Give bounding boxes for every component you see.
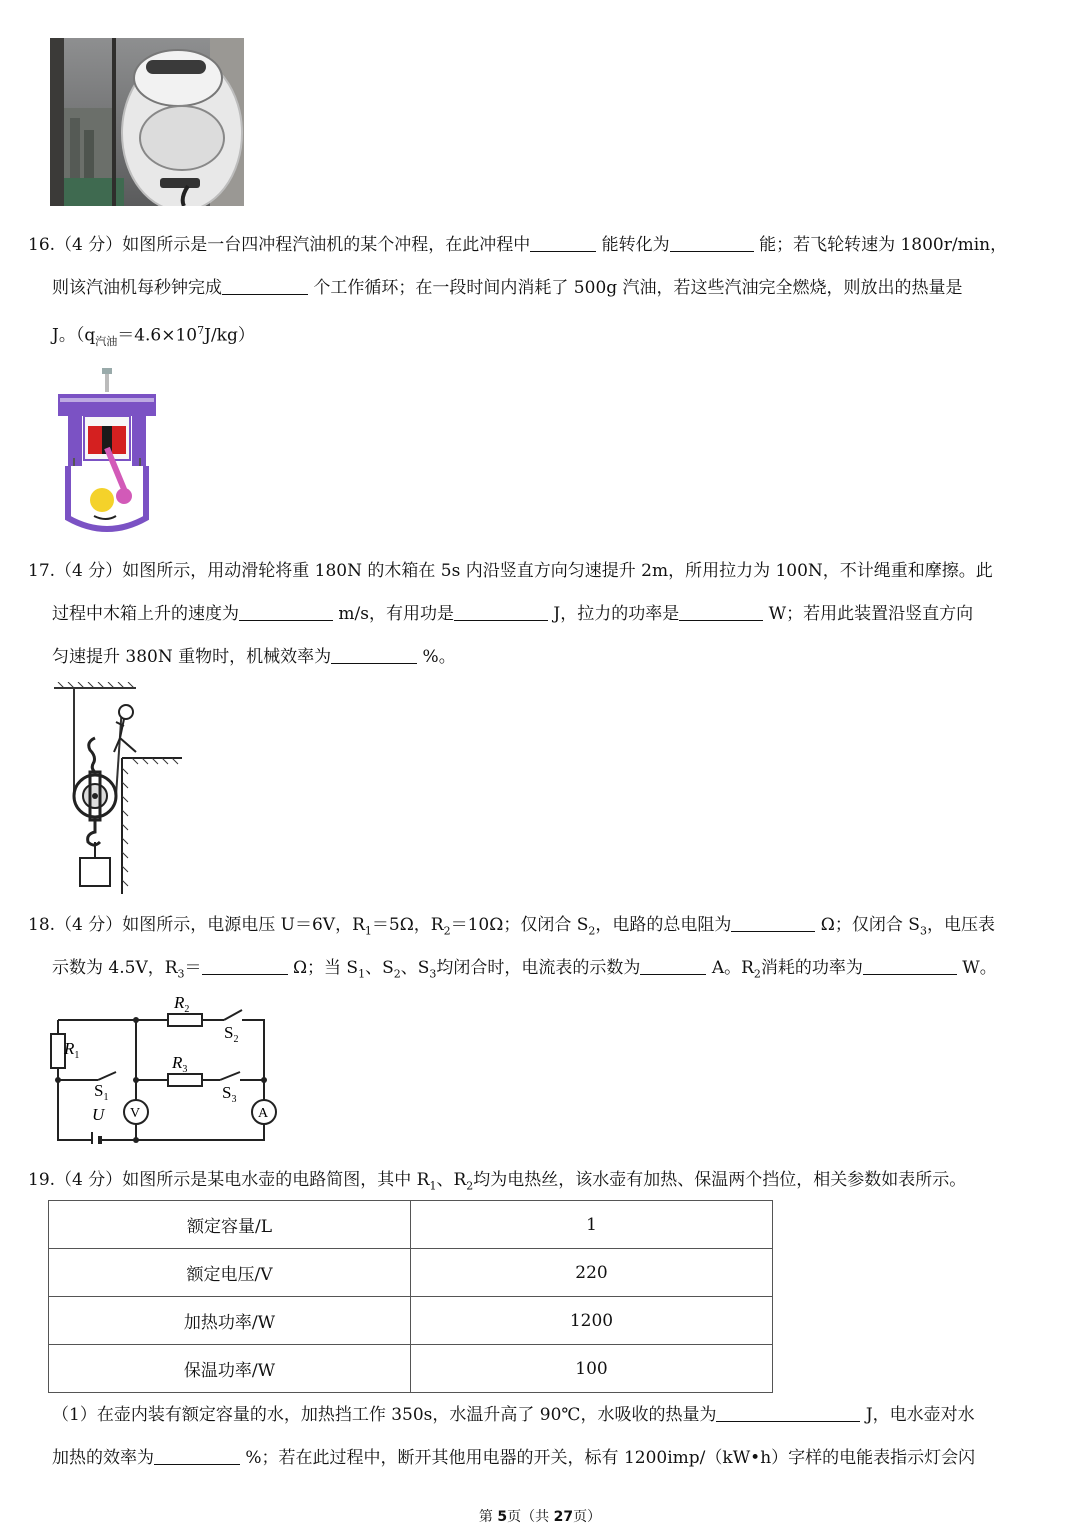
- q18-line-2: 示数为 4.5V，$R_3= \Omega$；当 $S_1$、$S_2$、$S_3$均闭合时，电流表的示数为 A。$R_2$消耗的功率为 W。: [52, 958, 997, 981]
- window-robot-photo: [50, 38, 244, 206]
- q19-part1-line-1: （1）在壶内装有额定容量的水，加热挡工作 350s，水温升高了 90℃，水吸收的热量为 J，电水壶对水: [52, 1405, 975, 1425]
- engine-stroke-diagram: [54, 368, 160, 534]
- q16-blank-3[interactable]: [222, 278, 308, 295]
- q16-blank-1[interactable]: [530, 235, 596, 252]
- q19-intro: 19.（4 分）如图所示是某电水壶的电路简图，其中 $R_1$、$R_2$均为电热丝，该水壶有加热、保温两个挡位，相关参数如表所示。: [28, 1170, 967, 1193]
- q17-blank-2[interactable]: [454, 604, 548, 621]
- table-row: [49, 1249, 773, 1297]
- q18-line-1: 18.（4 分）如图所示，电源电压 U＝6V，$R_1=5\Omega$，$R_2=10\Omega$；仅闭合 $S_2$，电路的总电阻为 Ω；仅闭合 $S_3$，电压表: [28, 915, 995, 938]
- circuit-diagram: [44, 988, 284, 1144]
- q16-line-3: J。$(q_{汽油}=4.6\times 10^7J/kg)$: [52, 324, 255, 349]
- q18-blank-1[interactable]: [731, 915, 815, 932]
- label-r2: $R_2$: [174, 993, 190, 1015]
- label-ammeter: A: [258, 1106, 269, 1121]
- pulley-diagram: [50, 682, 190, 894]
- table-cell-value: 100: [411, 1345, 773, 1393]
- q19-part1-line-2: 加热的效率为 %；若在此过程中，断开其他用电器的开关，标有 1200imp/（kW•h）字样的电能表指示灯会闪: [52, 1448, 976, 1468]
- q17-blank-4[interactable]: [331, 647, 417, 664]
- table-cell-label: 额定容量/L: [49, 1201, 411, 1249]
- q17-line-2: 过程中木箱上升的速度为 m/s，有用功是 J，拉力的功率是 W；若用此装置沿竖直方向: [52, 604, 974, 624]
- label-voltmeter: V: [130, 1106, 141, 1121]
- q19-blank-2[interactable]: [154, 1448, 240, 1465]
- page-number: 5: [497, 1509, 508, 1525]
- table-cell-label: 额定电压/V: [49, 1249, 411, 1297]
- q16-line-1: 16.（4 分）如图所示是一台四冲程汽油机的某个冲程，在此冲程中 能转化为 能；若飞轮转速为 1800r/min，: [28, 235, 1008, 255]
- table-cell-value: 220: [411, 1249, 773, 1297]
- label-s2: $S_2$: [224, 1023, 239, 1045]
- label-r3: $R_3$: [172, 1053, 188, 1075]
- page-footer: 第 5页（共 27页）: [478, 1509, 602, 1525]
- params-table: [48, 1200, 773, 1393]
- label-u: U: [92, 1105, 105, 1124]
- table-row: [49, 1201, 773, 1249]
- table-row: [49, 1345, 773, 1393]
- q17-blank-3[interactable]: [679, 604, 763, 621]
- q17-blank-1[interactable]: [239, 604, 333, 621]
- q16-line-2: 则该汽油机每秒钟完成 个工作循环；在一段时间内消耗了 500g 汽油，若这些汽油完全燃烧，则放出的热量是: [52, 278, 963, 298]
- label-r1: $R_1$: [64, 1039, 80, 1061]
- q17-line-3: 匀速提升 380N 重物时，机械效率为 %。: [52, 647, 456, 667]
- table-cell-label: 保温功率/W: [49, 1345, 411, 1393]
- label-s3: $S_3$: [222, 1083, 237, 1105]
- table-cell-value: 1: [411, 1201, 773, 1249]
- q18-blank-4[interactable]: [863, 958, 957, 975]
- table-cell-label: 加热功率/W: [49, 1297, 411, 1345]
- q19-blank-1[interactable]: [716, 1405, 860, 1422]
- label-s1: $S_1$: [94, 1081, 109, 1103]
- q18-blank-3[interactable]: [640, 958, 706, 975]
- table-row: [49, 1297, 773, 1345]
- page-total: 27: [553, 1509, 574, 1525]
- q17-line-1: 17.（4 分）如图所示，用动滑轮将重 180N 的木箱在 5s 内沿竖直方向匀速提升 2m，所用拉力为 100N，不计绳重和摩擦。此: [28, 561, 993, 581]
- table-cell-value: 1200: [411, 1297, 773, 1345]
- q16-blank-2[interactable]: [670, 235, 754, 252]
- q18-blank-2[interactable]: [202, 958, 288, 975]
